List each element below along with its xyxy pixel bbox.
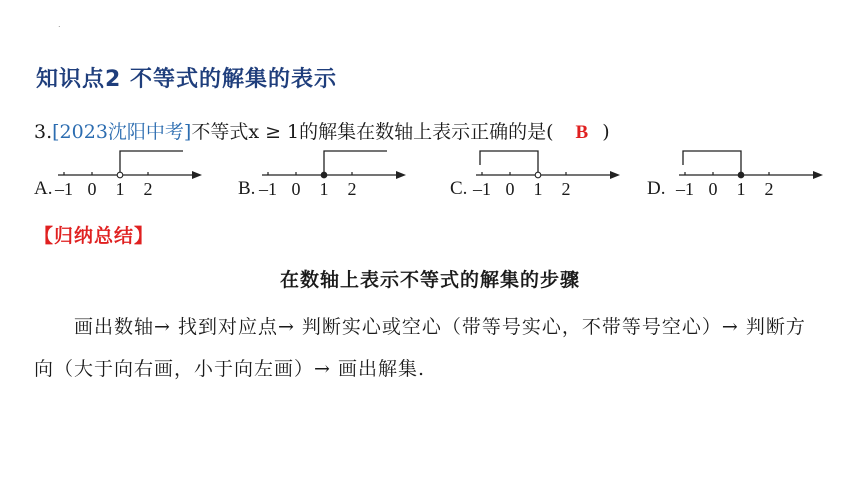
solution-ray [120, 151, 183, 175]
tick-label: 0 [708, 179, 718, 199]
solution-ray [324, 151, 387, 175]
axis-arrow [610, 171, 620, 179]
tick-label: 2 [143, 179, 153, 199]
option-b[interactable] [238, 150, 438, 210]
section-heading: 知识点2 不等式的解集的表示 [36, 67, 337, 92]
option-letter: A. [34, 178, 53, 199]
tick-label: –1 [676, 179, 694, 199]
axis-arrow [396, 171, 406, 179]
axis-arrow [192, 171, 202, 179]
solution-ray [683, 151, 741, 175]
number-line-b [258, 150, 428, 210]
option-letter: B. [238, 178, 256, 199]
number-line-d [675, 150, 845, 210]
answer-letter: B [575, 122, 589, 143]
number-line-c [472, 150, 642, 210]
tick-label: 1 [533, 179, 543, 199]
open-dot [117, 172, 123, 178]
option-letter: D. [647, 178, 666, 199]
tick-label: 2 [347, 179, 357, 199]
tick-label: 2 [561, 179, 571, 199]
solid-dot [321, 172, 327, 178]
option-letter: C. [450, 178, 468, 199]
tick-label: 0 [291, 179, 301, 199]
steps-title: 在数轴上表示不等式的解集的步骤 [279, 269, 580, 291]
tick-label: –1 [473, 179, 491, 199]
tick-label: –1 [55, 179, 73, 199]
corner-mark: . [58, 20, 61, 29]
tick-label: –1 [259, 179, 277, 199]
question-source: [2023沈阳中考] [52, 121, 192, 143]
summary-title: 【归纳总结】 [34, 225, 155, 247]
solid-dot [738, 172, 744, 178]
solution-ray [480, 151, 538, 175]
tick-label: 0 [87, 179, 97, 199]
option-d[interactable] [647, 150, 847, 210]
tick-label: 0 [505, 179, 515, 199]
question-close: ) [602, 121, 610, 143]
option-a[interactable] [34, 150, 234, 210]
tick-label: 2 [764, 179, 774, 199]
open-dot [535, 172, 541, 178]
option-c[interactable] [450, 150, 650, 210]
question-number: 3. [34, 121, 53, 143]
tick-label: 1 [736, 179, 746, 199]
number-line-a [54, 150, 224, 210]
axis-arrow [813, 171, 823, 179]
tick-label: 1 [115, 179, 125, 199]
question [34, 117, 610, 144]
question-text: 不等式x ≥ 1的解集在数轴上表示正确的是( [191, 121, 554, 143]
steps-body: 画出数轴→ 找到对应点→ 判断实心或空心（带等号实心，不带等号空心）→ 判断方向（大于向右画，小于向左画）→ 画出解集. [34, 316, 806, 380]
tick-label: 1 [319, 179, 329, 199]
